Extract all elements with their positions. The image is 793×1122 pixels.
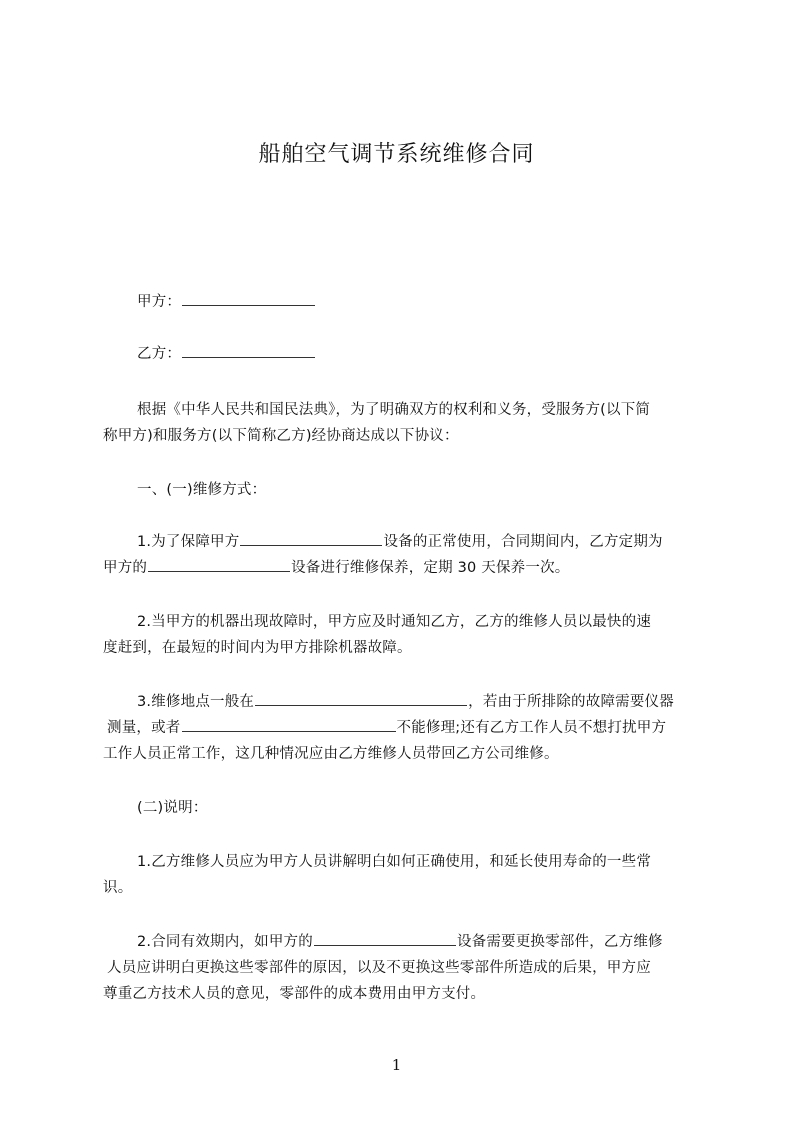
note-2-line-3: 尊重乙方技术人员的意见，零部件的成本费用由甲方支付。 <box>103 986 486 1002</box>
note-2-text-a: 2.合同有效期内，如甲方的 <box>137 934 313 950</box>
item-1-text-a: 1.为了保障甲方 <box>137 534 240 550</box>
section-1-heading: 一、(一)维修方式： <box>137 482 267 498</box>
document-title: 船舶空气调节系统维修合同 <box>258 142 535 167</box>
item-1-line-1 <box>137 532 737 552</box>
item-1-device-blank[interactable] <box>240 532 382 546</box>
item-3-condition-blank[interactable] <box>182 718 396 732</box>
party-a-blank[interactable] <box>182 292 315 306</box>
note-2-line-1 <box>137 932 737 952</box>
item-3-text-b: ，若由于所排除的故障需要仪器 <box>468 694 674 710</box>
item-3-text-c: 测量，或者 <box>107 720 181 736</box>
party-a-line <box>137 292 737 312</box>
note-2-device-blank[interactable] <box>314 932 456 946</box>
preamble-line-1: 根据《中华人民共和国民法典》，为了明确双方的权利和义务，受服务方(以下简 <box>137 402 651 418</box>
item-1-text-b: 设备的正常使用，合同期间内，乙方定期为 <box>383 534 663 550</box>
party-b-label: 乙方： <box>137 346 182 362</box>
note-1-line-1: 1.乙方维修人员应为甲方人员讲解明白如何正确使用，和延长使用寿命的一些常 <box>137 854 652 870</box>
item-1-text-d: 设备进行维修保养，定期 30 天保养一次。 <box>291 560 570 576</box>
item-3-location-blank[interactable] <box>255 692 467 706</box>
item-2-line-1: 2.当甲方的机器出现故障时，甲方应及时通知乙方，乙方的维修人员以最快的速 <box>137 614 652 630</box>
item-3-text-a: 3.维修地点一般在 <box>137 694 255 710</box>
item-1-line-2 <box>103 558 703 578</box>
page-number: 1 <box>391 1056 402 1074</box>
section-2-heading: (二)说明： <box>137 800 208 816</box>
note-2-text-b: 设备需要更换零部件，乙方维修 <box>456 934 663 950</box>
item-1-device-blank-2[interactable] <box>148 558 290 572</box>
party-b-blank[interactable] <box>182 344 315 358</box>
item-3-line-3: 工作人员正常工作，这几种情况应由乙方维修人员带回乙方公司维修。 <box>103 746 559 762</box>
preamble-line-2: 称甲方)和服务方(以下简称乙方)经协商达成以下协议： <box>103 428 459 444</box>
item-3-line-1 <box>137 692 737 712</box>
note-2-line-2: 人员应讲明白更换这些零部件的原因，以及不更换这些零部件所造成的后果，甲方应 <box>107 960 651 976</box>
item-3-text-d: 不能修理;还有乙方工作人员不想打扰甲方 <box>396 720 667 736</box>
note-1-line-2: 识。 <box>103 880 133 896</box>
party-a-label: 甲方： <box>137 294 182 310</box>
item-3-line-2 <box>107 718 707 738</box>
party-b-line <box>137 344 737 364</box>
item-1-text-c: 甲方的 <box>103 560 148 576</box>
item-2-line-2: 度赶到，在最短的时间内为甲方排除机器故障。 <box>103 640 412 656</box>
